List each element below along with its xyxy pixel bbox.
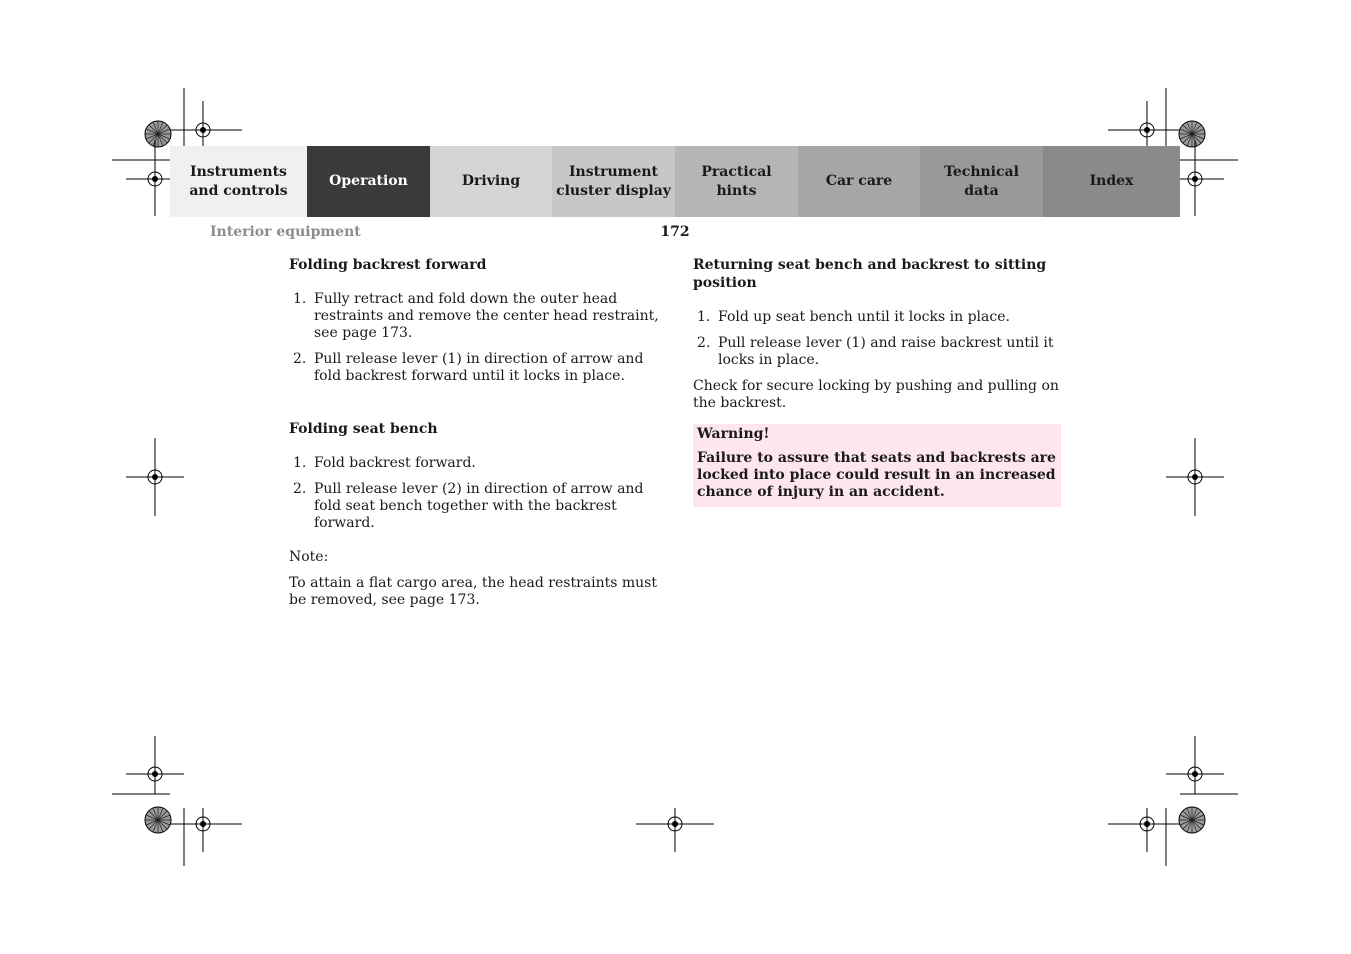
step-text: Fold up seat bench until it locks in place. — [718, 309, 1010, 325]
warning-title: Warning! — [697, 426, 770, 442]
steps-folding-bench — [289, 455, 659, 532]
list-item — [289, 481, 659, 532]
tab-instrument-cluster-display[interactable] — [552, 146, 675, 217]
tab-car-care[interactable] — [798, 146, 920, 217]
step-number: 2. — [697, 335, 711, 351]
list-item — [289, 455, 659, 472]
list-item — [289, 351, 659, 385]
heading-folding-bench: Folding seat bench — [289, 421, 438, 437]
tab-label: Car care — [825, 173, 893, 189]
step-text: Pull release lever (1) in direction of arrow and fold backrest forward until it locks in place. — [314, 351, 644, 384]
steps-folding-backrest — [289, 291, 659, 385]
left-column — [289, 256, 659, 618]
warning-body: Failure to assure that seats and backrests are locked into place could result in an increased chance of injury in an accident. — [697, 450, 1056, 500]
note-label: Note: — [289, 549, 329, 565]
tab-index[interactable] — [1043, 146, 1180, 217]
section-title: Interior equipment — [210, 224, 361, 240]
step-number: 2. — [293, 481, 307, 497]
step-number: 1. — [293, 455, 307, 471]
tab-label: Practical hints — [701, 163, 772, 199]
step-number: 2. — [293, 351, 307, 367]
tab-practical-hints[interactable] — [675, 146, 798, 217]
tab-label: Index — [1089, 173, 1134, 189]
tab-operation[interactable] — [307, 146, 430, 217]
steps-returning-seat — [693, 309, 1063, 369]
step-text: Fold backrest forward. — [314, 455, 476, 471]
page-number: 172 — [660, 224, 690, 240]
heading-returning-seat: Returning seat bench and backrest to sitting position — [693, 257, 1047, 291]
tab-label: Instruments and controls — [189, 163, 288, 199]
step-text: Pull release lever (2) in direction of arrow and fold seat bench together with the backrest forward. — [314, 481, 644, 531]
tab-label: Instrument cluster display — [556, 163, 671, 199]
step-text: Fully retract and fold down the outer head restraints and remove the center head restraint, see page 173. — [314, 291, 659, 341]
step-text: Pull release lever (1) and raise backrest until it locks in place. — [718, 335, 1054, 368]
right-column — [693, 256, 1063, 507]
warning-box — [693, 424, 1061, 507]
chapter-tabs — [170, 146, 1180, 217]
list-item — [693, 309, 1063, 326]
step-number: 1. — [293, 291, 307, 307]
heading-folding-backrest: Folding backrest forward — [289, 257, 487, 273]
list-item — [289, 291, 659, 342]
tab-label: Driving — [461, 173, 521, 189]
check-text: Check for secure locking by pushing and pulling on the backrest. — [693, 378, 1059, 411]
tab-label: Operation — [329, 173, 408, 189]
tab-technical-data[interactable] — [920, 146, 1043, 217]
tab-instruments-and-controls[interactable] — [170, 146, 307, 217]
list-item — [693, 335, 1063, 369]
note-text: To attain a flat cargo area, the head restraints must be removed, see page 173. — [289, 575, 657, 608]
step-number: 1. — [697, 309, 711, 325]
tab-driving[interactable] — [430, 146, 552, 217]
tab-label: Technical data — [944, 163, 1019, 199]
